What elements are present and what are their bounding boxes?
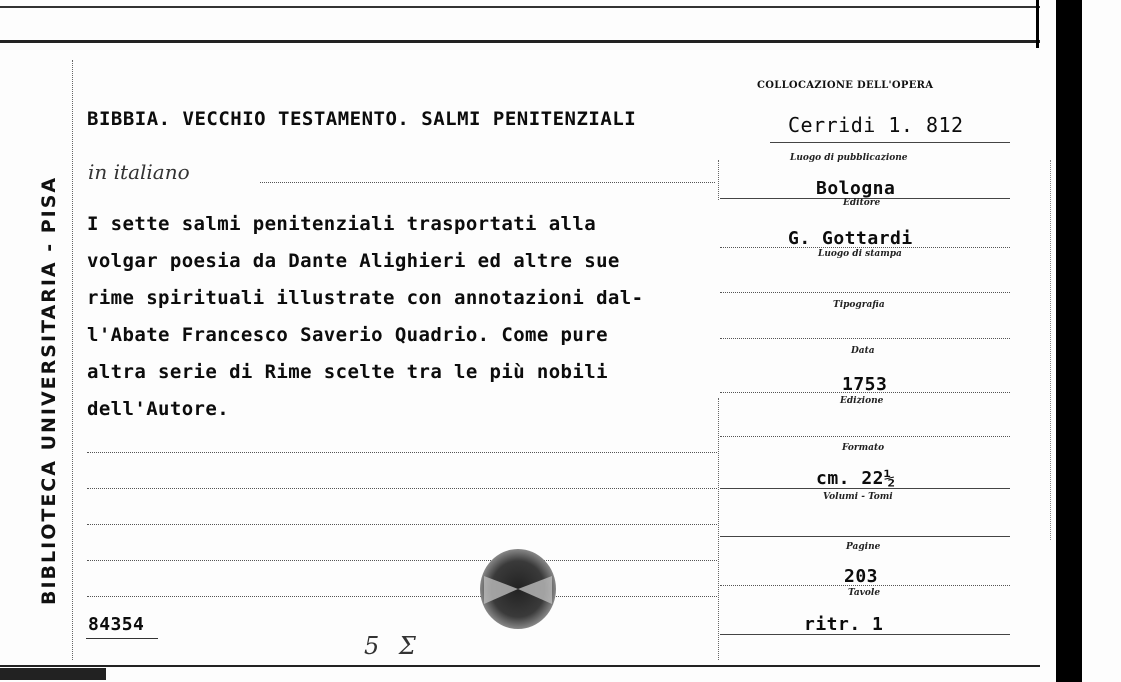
printer-label: Tipografia bbox=[833, 300, 885, 310]
handwritten-language-note: in italiano bbox=[88, 160, 190, 184]
place-value: Bologna bbox=[816, 178, 896, 199]
inventory-number: 84354 bbox=[88, 614, 145, 635]
format-value: cm. 22½ bbox=[816, 468, 896, 489]
pages-rule bbox=[720, 585, 1010, 586]
title-line: volgar poesia da Dante Alighieri ed altre sue bbox=[87, 250, 620, 272]
print-place-rule bbox=[720, 292, 1010, 293]
top-border-line bbox=[0, 6, 1040, 8]
right-margin-dots bbox=[1050, 160, 1051, 540]
title-line: I sette salmi penitenziali trasportati alla bbox=[87, 213, 597, 235]
volumes-label: Volumi - Tomi bbox=[823, 492, 893, 502]
handwritten-mark: 5 Σ bbox=[364, 632, 422, 660]
ruled-line bbox=[87, 524, 717, 525]
subject-heading: BIBBIA. VECCHIO TESTAMENTO. SALMI PENITENZIALI bbox=[87, 108, 637, 130]
title-line: dell'Autore. bbox=[87, 398, 230, 420]
plates-label: Tavole bbox=[848, 588, 881, 598]
bottom-left-edge bbox=[0, 668, 106, 680]
edition-rule bbox=[720, 436, 1010, 437]
print-place-label: Luogo di stampa bbox=[818, 249, 902, 259]
library-side-label: BIBLIOTECA UNIVERSITARIA - PISA bbox=[38, 175, 60, 605]
column-divider bbox=[718, 398, 719, 660]
column-divider-top bbox=[718, 160, 719, 200]
ruled-line bbox=[87, 596, 717, 597]
plates-value: ritr. 1 bbox=[804, 614, 884, 635]
left-margin-dots bbox=[72, 60, 73, 660]
ruled-line bbox=[87, 488, 717, 489]
right-edge-shadow bbox=[1056, 0, 1082, 682]
bottom-rule bbox=[0, 665, 1040, 667]
publisher-label: Editore bbox=[843, 198, 881, 208]
format-label: Formato bbox=[842, 443, 885, 453]
punch-hole bbox=[478, 548, 558, 630]
inventory-underline bbox=[86, 638, 158, 639]
pages-value: 203 bbox=[844, 566, 879, 587]
date-rule bbox=[720, 392, 1010, 393]
pages-label: Pagine bbox=[846, 542, 881, 552]
title-line: l'Abate Francesco Saverio Quadrio. Come pure bbox=[87, 324, 608, 346]
collocation-header: COLLOCAZIONE DELL'OPERA bbox=[757, 80, 934, 91]
format-rule bbox=[720, 488, 1010, 489]
publisher-value: G. Gottardi bbox=[788, 228, 913, 249]
place-label: Luogo di pubblicazione bbox=[790, 153, 908, 163]
publisher-rule bbox=[720, 247, 1010, 248]
edition-label: Edizione bbox=[840, 396, 884, 406]
date-value: 1753 bbox=[842, 374, 888, 395]
note-dotted-line bbox=[260, 182, 715, 183]
ruled-line bbox=[87, 560, 717, 561]
plates-rule bbox=[720, 634, 1010, 635]
volumes-rule bbox=[720, 536, 1010, 537]
title-line: altra serie di Rime scelte tra le più nobili bbox=[87, 361, 608, 383]
collocation-value: Cerridi 1. 812 bbox=[788, 113, 964, 137]
top-rule bbox=[0, 40, 1040, 43]
ruled-line bbox=[87, 452, 717, 453]
collocation-rule bbox=[770, 142, 1010, 143]
printer-rule bbox=[720, 338, 1010, 339]
title-line: rime spirituali illustrate con annotazioni dal- bbox=[87, 287, 644, 309]
right-edge-tick bbox=[1036, 0, 1039, 48]
date-label: Data bbox=[851, 346, 875, 356]
